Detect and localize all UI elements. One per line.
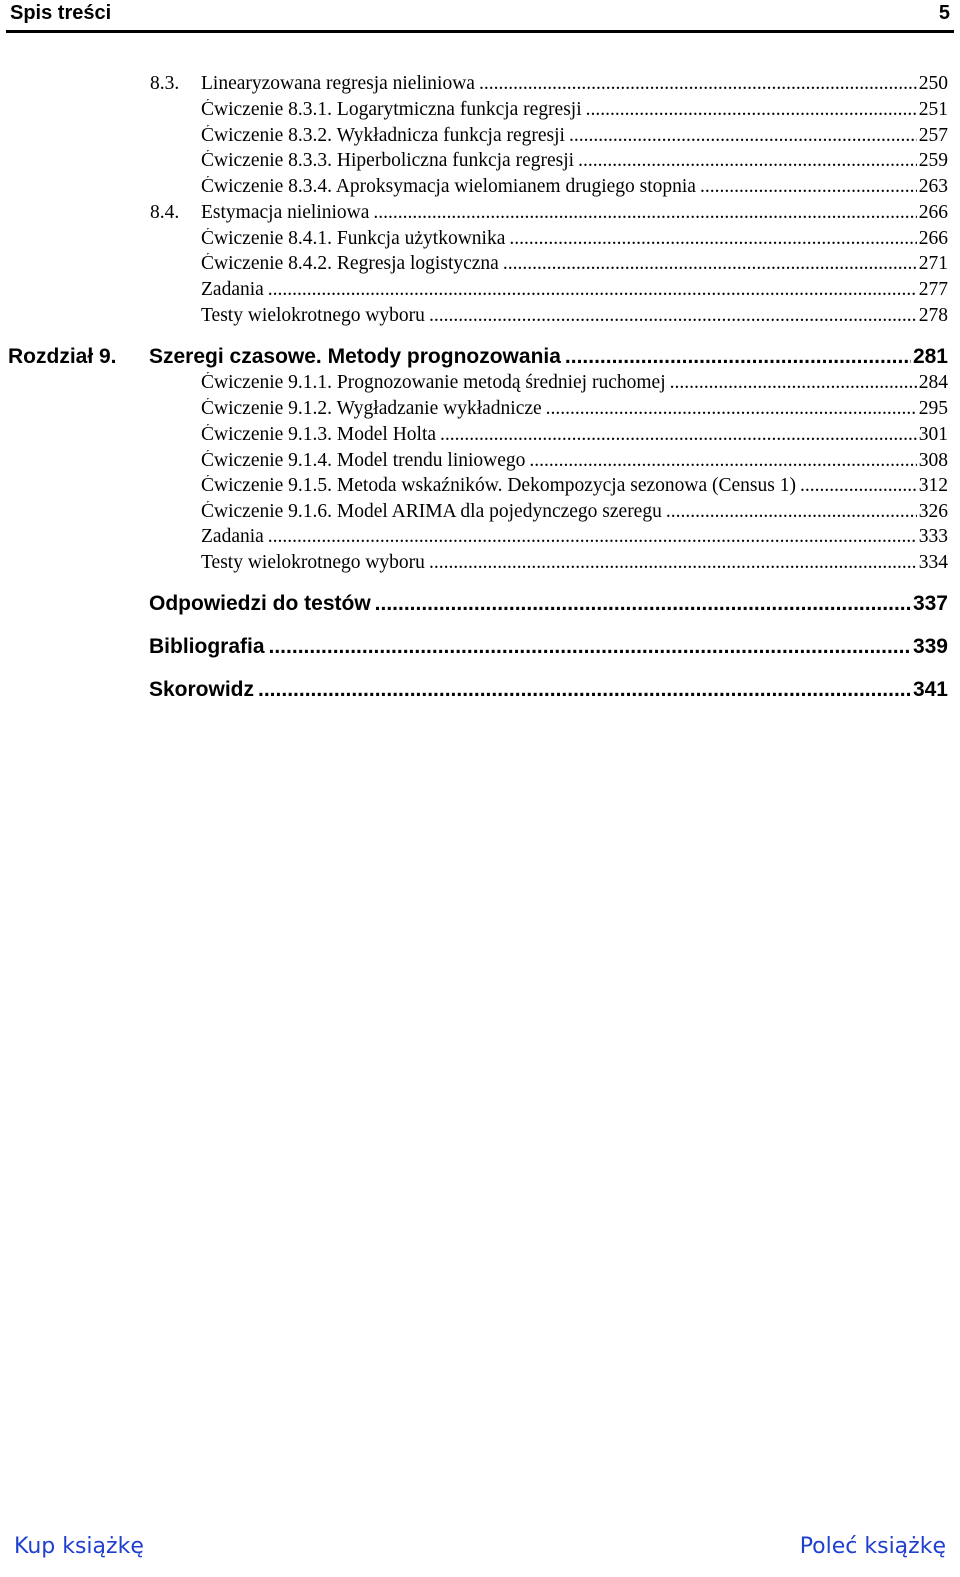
page-header [6,0,954,33]
toc-entry-page: 284 [918,372,948,393]
toc-entry-title: Ćwiczenie 9.1.1. Prognozowanie metodą średniej ruchomej [201,372,666,393]
toc-entry-title: Ćwiczenie 9.1.5. Metoda wskaźników. Dekompozycja sezonowa (Census 1) [201,475,796,496]
dot-leader [479,73,917,95]
dot-leader [268,279,917,301]
dot-leader [666,501,917,523]
dot-leader [565,345,911,369]
toc-entry[interactable] [201,253,948,275]
toc-chapter[interactable] [149,635,948,659]
toc-entry-page: 251 [918,99,948,120]
toc-entry[interactable] [201,475,948,497]
dot-leader [258,678,911,702]
toc-entry-title: Linearyzowana regresja nieliniowa [201,73,475,94]
section-number: 8.3. [150,73,180,94]
toc-entry-title: Ćwiczenie 8.3.4. Aproksymacja wielomianem drugiego stopnia [201,176,696,197]
toc-chapter[interactable] [149,592,948,616]
dot-leader [429,552,917,574]
dot-leader [578,150,917,172]
page-number: 5 [938,2,950,24]
toc-chapter-page: 339 [912,635,948,658]
toc-entry-page: 326 [918,501,948,522]
toc-entry-title: Ćwiczenie 8.3.1. Logarytmiczna funkcja regresji [201,99,582,120]
toc-entry[interactable] [201,202,948,224]
toc-chapter-title: Bibliografia [149,635,265,658]
toc-entry-title: Zadania [201,526,264,547]
toc-entry[interactable] [201,99,948,121]
toc-entry-page: 334 [918,552,948,573]
toc-entry-page: 266 [918,202,948,223]
toc-entry-page: 333 [918,526,948,547]
dot-leader [800,475,917,497]
toc-chapter-title: Odpowiedzi do testów [149,592,371,615]
toc-entry-page: 250 [918,73,948,94]
toc-chapter[interactable] [149,678,948,702]
dot-leader [503,253,917,275]
toc-entry[interactable] [201,501,948,523]
recommend-book-link[interactable]: Poleć książkę [799,1534,946,1559]
toc-entry-title: Ćwiczenie 9.1.6. Model ARIMA dla pojedynczego szeregu [201,501,662,522]
toc-entry-title: Ćwiczenie 9.1.4. Model trendu liniowego [201,450,526,471]
toc-entry[interactable] [201,279,948,301]
dot-leader [429,305,917,327]
dot-leader [546,398,917,420]
toc-entry-title: Ćwiczenie 8.3.2. Wykładnicza funkcja regresji [201,125,565,146]
dot-leader [509,228,916,250]
section-number: 8.4. [150,202,180,223]
dot-leader [268,526,917,548]
toc-entry-title: Estymacja nieliniowa [201,202,370,223]
dot-leader [670,372,917,394]
toc-entry[interactable] [201,398,948,420]
toc-entry[interactable] [201,125,948,147]
dot-leader [440,424,917,446]
dot-leader [373,202,916,224]
toc-entry-page: 295 [918,398,948,419]
toc-entry-page: 257 [918,125,948,146]
toc-entry-title: Zadania [201,279,264,300]
toc-entry[interactable] [201,73,948,95]
dot-leader [375,592,911,616]
toc-entry[interactable] [201,424,948,446]
toc-entry[interactable] [201,176,948,198]
running-title: Spis treści [10,2,112,24]
toc-entry-page: 277 [918,279,948,300]
toc-chapter-page: 337 [912,592,948,615]
dot-leader [569,125,917,147]
toc-entry-title: Testy wielokrotnego wyboru [201,552,425,573]
toc-entry-page: 271 [918,253,948,274]
toc-entry[interactable] [201,372,948,394]
toc-entry-page: 263 [918,176,948,197]
toc-entry-page: 301 [918,424,948,445]
toc-chapter[interactable] [149,345,948,369]
toc-entry-title: Ćwiczenie 8.4.1. Funkcja użytkownika [201,228,506,249]
toc-entry[interactable] [201,150,948,172]
toc-chapter-page: 281 [912,345,948,368]
toc-chapter-title: Skorowidz [149,678,255,701]
toc-entry-title: Ćwiczenie 9.1.2. Wygładzanie wykładnicze [201,398,542,419]
dot-leader [586,99,917,121]
toc-entry-page: 278 [918,305,948,326]
toc-entry-page: 259 [918,150,948,171]
dot-leader [529,450,916,472]
toc-chapter-page: 341 [912,678,948,701]
toc-entry-title: Ćwiczenie 8.3.3. Hiperboliczna funkcja regresji [201,150,575,171]
toc-entry[interactable] [201,450,948,472]
toc-entry[interactable] [201,526,948,548]
chapter-label: Rozdział 9. [8,345,117,368]
toc-entry-page: 266 [918,228,948,249]
dot-leader [269,635,911,659]
toc-entry[interactable] [201,305,948,327]
toc-entry[interactable] [201,228,948,250]
toc-entry-page: 312 [918,475,948,496]
toc-entry-title: Ćwiczenie 8.4.2. Regresja logistyczna [201,253,499,274]
toc-entry-page: 308 [918,450,948,471]
toc-entry-title: Ćwiczenie 9.1.3. Model Holta [201,424,437,445]
buy-book-link[interactable]: Kup książkę [14,1534,144,1559]
toc-chapter-title: Szeregi czasowe. Metody prognozowania [149,345,561,368]
toc-entry-title: Testy wielokrotnego wyboru [201,305,425,326]
dot-leader [700,176,917,198]
toc-entry[interactable] [201,552,948,574]
